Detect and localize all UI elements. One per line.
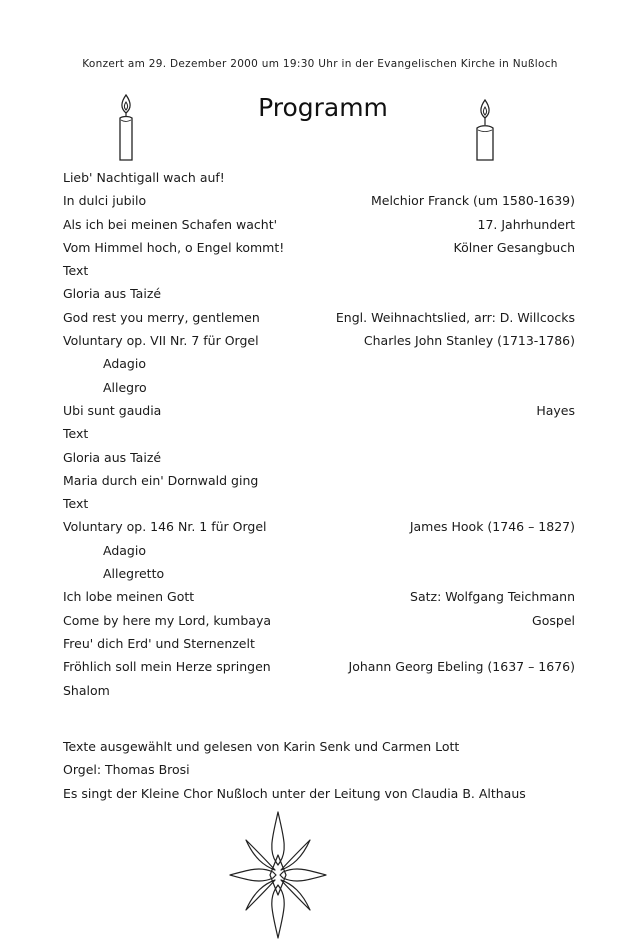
piece-title: Lieb' Nachtigall wach auf! xyxy=(63,170,225,185)
piece-title: Fröhlich soll mein Herze springen xyxy=(63,659,271,675)
composer: Johann Georg Ebeling (1637 – 1676) xyxy=(348,659,575,675)
composer: Kölner Gesangbuch xyxy=(453,239,575,255)
piece-title: Adagio xyxy=(103,356,146,372)
composer: Satz: Wolfgang Teichmann xyxy=(410,589,575,605)
program-row xyxy=(63,585,575,608)
program-row xyxy=(63,422,575,445)
program-row xyxy=(63,166,575,189)
movement-row xyxy=(63,352,575,375)
star-ornament-icon xyxy=(228,810,328,940)
composer: 17. Jahrhundert xyxy=(477,216,575,232)
piece-title: Allegretto xyxy=(103,566,165,582)
piece-title: Voluntary op. 146 Nr. 1 für Orgel xyxy=(63,519,267,535)
composer: Hayes xyxy=(536,402,575,418)
movement-row xyxy=(63,562,575,585)
program-row xyxy=(63,329,575,352)
piece-title: Text xyxy=(63,496,89,512)
program-row xyxy=(63,189,575,212)
program-row xyxy=(63,213,575,236)
candle-icon xyxy=(470,98,500,162)
piece-title: Maria durch ein' Dornwald ging xyxy=(63,472,259,488)
program-row xyxy=(63,492,575,515)
program-row xyxy=(63,655,575,678)
program-row xyxy=(63,259,575,282)
piece-title: Als ich bei meinen Schafen wacht' xyxy=(63,216,278,232)
piece-title: God rest you merry, gentlemen xyxy=(63,309,260,325)
piece-title: Gloria aus Taizé xyxy=(63,286,162,302)
piece-title: Allegro xyxy=(103,379,147,395)
credit-line: Orgel: Thomas Brosi xyxy=(63,762,190,778)
composer: Gospel xyxy=(532,612,575,628)
piece-title: Come by here my Lord, kumbaya xyxy=(63,612,272,628)
piece-title: Ich lobe meinen Gott xyxy=(63,589,195,605)
program-row xyxy=(63,236,575,259)
movement-row xyxy=(63,539,575,562)
piece-title: Freu' dich Erd' und Sternenzelt xyxy=(63,635,255,651)
program-list xyxy=(63,166,575,702)
credits xyxy=(63,735,526,805)
movement-row xyxy=(63,376,575,399)
candle-icon xyxy=(111,92,141,162)
piece-title: Adagio xyxy=(103,542,146,558)
credit-line: Texte ausgewählt und gelesen von Karin Senk und Carmen Lott xyxy=(63,739,460,754)
piece-title: Text xyxy=(63,426,89,442)
program-row xyxy=(63,469,575,492)
program-row xyxy=(63,306,575,329)
program-row xyxy=(63,515,575,538)
program-row xyxy=(63,446,575,469)
credit-line: Es singt der Kleine Chor Nußloch unter der Leitung von Claudia B. Althaus xyxy=(63,785,526,801)
piece-title: Ubi sunt gaudia xyxy=(63,402,162,418)
piece-title: Voluntary op. VII Nr. 7 für Orgel xyxy=(63,333,259,349)
composer: Melchior Franck (um 1580-1639) xyxy=(370,193,575,209)
composer: Charles John Stanley (1713-1786) xyxy=(363,333,575,349)
piece-title: Vom Himmel hoch, o Engel kommt! xyxy=(63,239,285,255)
program-row xyxy=(63,679,575,702)
program-row xyxy=(63,632,575,655)
composer: James Hook (1746 – 1827) xyxy=(409,519,575,535)
piece-title: In dulci jubilo xyxy=(63,193,147,209)
concert-header: Konzert am 29. Dezember 2000 um 19:30 Uhr in der Evangelischen Kirche in Nußloch xyxy=(82,58,558,70)
program-row xyxy=(63,282,575,305)
piece-title: Text xyxy=(63,263,89,279)
piece-title: Gloria aus Taizé xyxy=(63,449,162,465)
piece-title: Shalom xyxy=(63,682,110,698)
page-title: Programm xyxy=(258,93,388,122)
program-row xyxy=(63,609,575,632)
composer: Engl. Weihnachtslied, arr: D. Willcocks xyxy=(335,309,575,325)
program-row xyxy=(63,399,575,422)
